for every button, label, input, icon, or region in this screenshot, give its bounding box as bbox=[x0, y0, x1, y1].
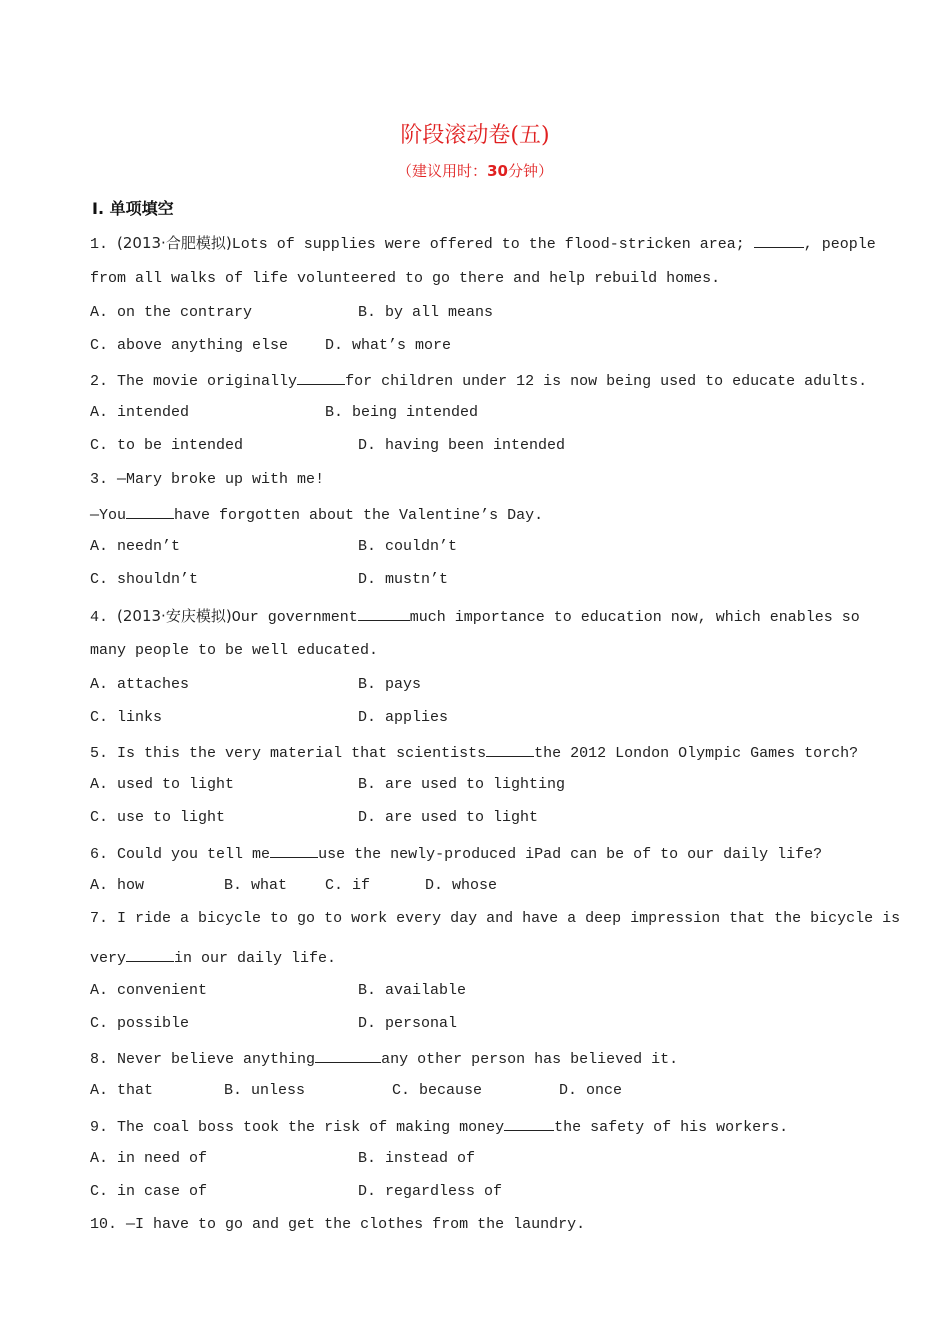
question-number: 1. bbox=[90, 236, 109, 253]
question-number: 8. bbox=[90, 1051, 109, 1068]
option-d[interactable]: D. whose bbox=[425, 877, 498, 894]
question-stem: —Mary broke up with me! bbox=[117, 471, 325, 488]
question-8-line-1 bbox=[90, 1048, 678, 1068]
answer-blank bbox=[270, 843, 318, 858]
question-stem: I ride a bicycle to go to work every day and have a deep impression that the bicycle is bbox=[117, 910, 901, 927]
option-a[interactable]: A. convenient bbox=[90, 982, 208, 999]
question-4-line-1 bbox=[90, 605, 860, 626]
question-9-line-1 bbox=[90, 1116, 788, 1136]
question-stem: Never believe anything bbox=[117, 1051, 316, 1068]
answer-blank bbox=[126, 504, 174, 519]
question-1-line-1 bbox=[90, 232, 876, 253]
option-c[interactable]: C. because bbox=[392, 1082, 483, 1099]
option-d[interactable]: D. once bbox=[559, 1082, 623, 1099]
option-b[interactable]: B. unless bbox=[224, 1082, 306, 1099]
question-stem: have forgotten about the Valentine’s Day. bbox=[174, 507, 544, 524]
subtitle-suffix: 分钟） bbox=[507, 162, 553, 180]
question-number: 2. bbox=[90, 373, 109, 390]
option-c[interactable]: C. use to light bbox=[90, 809, 226, 826]
option-d[interactable]: D. regardless of bbox=[358, 1183, 503, 1200]
question-stem: , people bbox=[803, 236, 876, 253]
question-number: 3. bbox=[90, 471, 109, 488]
option-b[interactable]: B. couldn’t bbox=[358, 538, 458, 555]
option-a[interactable]: A. in need of bbox=[90, 1150, 208, 1167]
question-number: 4. bbox=[90, 609, 109, 626]
answer-blank bbox=[315, 1048, 381, 1063]
subtitle-minutes: 30 bbox=[487, 162, 508, 180]
question-stem: much importance to education now, which enables so bbox=[409, 609, 860, 626]
question-10-line-1 bbox=[90, 1216, 585, 1233]
question-source: (2013·安庆模拟) bbox=[117, 607, 232, 625]
answer-blank bbox=[486, 742, 534, 757]
question-7-line-1 bbox=[90, 910, 900, 927]
question-4-line-2: many people to be well educated. bbox=[90, 642, 379, 659]
option-a[interactable]: A. needn’t bbox=[90, 538, 181, 555]
time-suggestion bbox=[0, 160, 950, 181]
question-stem: Lots of supplies were offered to the flood-stricken area; bbox=[231, 236, 754, 253]
question-stem: for children under 12 is now being used to educate adults. bbox=[345, 373, 868, 390]
option-b[interactable]: B. pays bbox=[358, 676, 422, 693]
option-b[interactable]: B. instead of bbox=[358, 1150, 476, 1167]
question-2-line-1 bbox=[90, 370, 867, 390]
subtitle-prefix: （建议用时： bbox=[397, 162, 488, 180]
option-d[interactable]: D. mustn’t bbox=[358, 571, 449, 588]
option-c[interactable]: C. to be intended bbox=[90, 437, 244, 454]
question-stem: the safety of his workers. bbox=[554, 1119, 789, 1136]
option-a[interactable]: A. attaches bbox=[90, 676, 190, 693]
question-source: (2013·合肥模拟) bbox=[117, 234, 232, 252]
question-stem: the 2012 London Olympic Games torch? bbox=[534, 745, 859, 762]
option-c[interactable]: C. if bbox=[325, 877, 371, 894]
option-a[interactable]: A. used to light bbox=[90, 776, 235, 793]
option-c[interactable]: C. shouldn’t bbox=[90, 571, 199, 588]
question-stem: use the newly-produced iPad can be of to our daily life? bbox=[318, 846, 823, 863]
question-3-line-2 bbox=[90, 504, 543, 524]
option-d[interactable]: D. what’s more bbox=[325, 337, 452, 354]
question-1-line-2: from all walks of life volunteered to go there and help rebuild homes. bbox=[90, 270, 721, 287]
option-a[interactable]: A. how bbox=[90, 877, 145, 894]
question-number: 9. bbox=[90, 1119, 109, 1136]
question-number: 10. bbox=[90, 1216, 118, 1233]
option-a[interactable]: A. on the contrary bbox=[90, 304, 253, 321]
page-title: 阶段滚动卷(五) bbox=[400, 123, 550, 148]
option-c[interactable]: C. in case of bbox=[90, 1183, 208, 1200]
option-d[interactable]: D. applies bbox=[358, 709, 449, 726]
option-d[interactable]: D. having been intended bbox=[358, 437, 566, 454]
question-stem: —You bbox=[90, 507, 127, 524]
answer-blank bbox=[358, 606, 410, 621]
option-d[interactable]: D. are used to light bbox=[358, 809, 539, 826]
option-b[interactable]: B. being intended bbox=[325, 404, 479, 421]
answer-blank bbox=[126, 947, 174, 962]
question-stem: any other person has believed it. bbox=[381, 1051, 679, 1068]
question-stem: Our government bbox=[231, 609, 358, 626]
option-a[interactable]: A. intended bbox=[90, 404, 190, 421]
option-b[interactable]: B. by all means bbox=[358, 304, 494, 321]
option-c[interactable]: C. possible bbox=[90, 1015, 190, 1032]
option-a[interactable]: A. that bbox=[90, 1082, 154, 1099]
option-c[interactable]: C. links bbox=[90, 709, 163, 726]
option-c[interactable]: C. above anything else bbox=[90, 337, 289, 354]
option-d[interactable]: D. personal bbox=[358, 1015, 458, 1032]
question-stem: Could you tell me bbox=[117, 846, 271, 863]
answer-blank bbox=[504, 1116, 554, 1131]
answer-blank bbox=[297, 370, 345, 385]
question-number: 7. bbox=[90, 910, 109, 927]
question-stem: The coal boss took the risk of making money bbox=[117, 1119, 505, 1136]
option-b[interactable]: B. what bbox=[224, 877, 288, 894]
question-5-line-1 bbox=[90, 742, 858, 762]
question-stem: The movie originally bbox=[117, 373, 298, 390]
question-stem: in our daily life. bbox=[174, 950, 337, 967]
question-stem: —I have to go and get the clothes from the laundry. bbox=[126, 1216, 586, 1233]
question-stem: very bbox=[90, 950, 127, 967]
section-heading: Ⅰ. 单项填空 bbox=[92, 199, 174, 218]
question-number: 5. bbox=[90, 745, 109, 762]
question-number: 6. bbox=[90, 846, 109, 863]
answer-blank bbox=[754, 233, 804, 248]
question-stem: Is this the very material that scientists bbox=[117, 745, 487, 762]
option-b[interactable]: B. available bbox=[358, 982, 467, 999]
question-3-line-1 bbox=[90, 471, 324, 488]
option-b[interactable]: B. are used to lighting bbox=[358, 776, 566, 793]
question-7-line-2 bbox=[90, 947, 336, 967]
question-6-line-1 bbox=[90, 843, 822, 863]
